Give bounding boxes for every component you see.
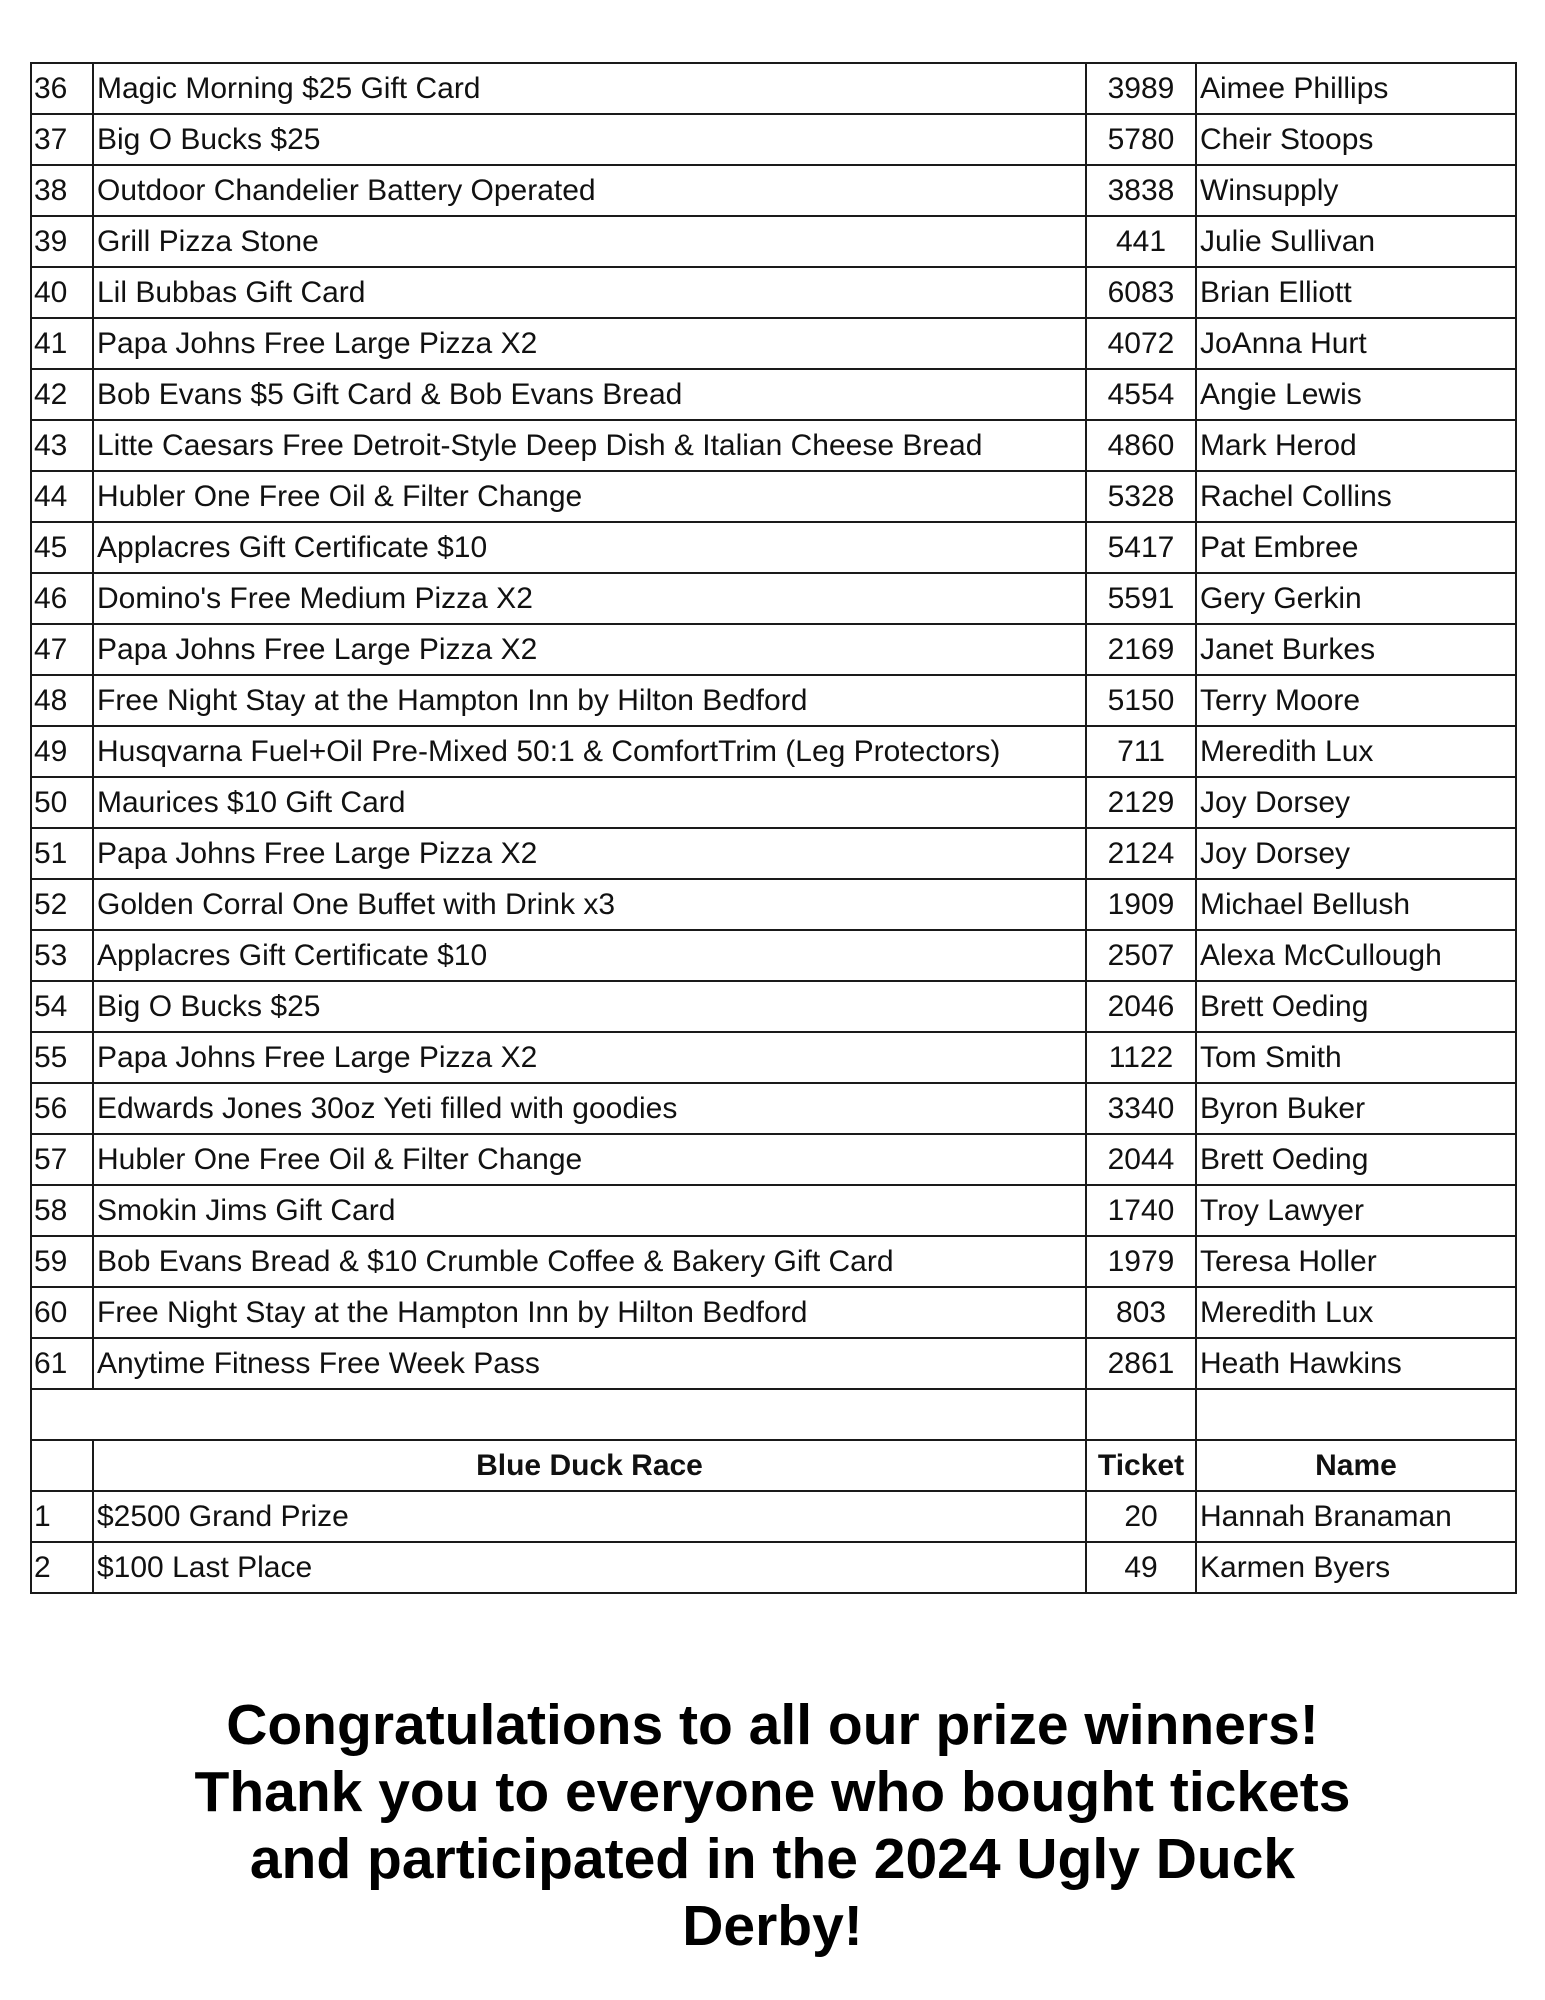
prize-cell: Golden Corral One Buffet with Drink x3 bbox=[93, 879, 1086, 930]
ticket-cell: 5150 bbox=[1086, 675, 1196, 726]
table-row bbox=[31, 165, 1516, 216]
winner-cell: Karmen Byers bbox=[1196, 1542, 1516, 1593]
row-number: 55 bbox=[31, 1032, 93, 1083]
prize-cell: Applacres Gift Certificate $10 bbox=[93, 522, 1086, 573]
ticket-cell: 20 bbox=[1086, 1491, 1196, 1542]
prize-cell: Husqvarna Fuel+Oil Pre-Mixed 50:1 & ComfortTrim (Leg Protectors) bbox=[93, 726, 1086, 777]
winner-cell: Heath Hawkins bbox=[1196, 1338, 1516, 1389]
prize-cell: Applacres Gift Certificate $10 bbox=[93, 930, 1086, 981]
ticket-cell: 3340 bbox=[1086, 1083, 1196, 1134]
blue-duck-title: Blue Duck Race bbox=[93, 1440, 1086, 1491]
blue-duck-section bbox=[31, 1440, 1516, 1593]
row-number: 41 bbox=[31, 318, 93, 369]
ticket-cell: 4860 bbox=[1086, 420, 1196, 471]
prize-cell: Free Night Stay at the Hampton Inn by Hilton Bedford bbox=[93, 675, 1086, 726]
winner-cell: Michael Bellush bbox=[1196, 879, 1516, 930]
table-row bbox=[31, 318, 1516, 369]
ticket-cell: 1979 bbox=[1086, 1236, 1196, 1287]
prize-cell: Bob Evans Bread & $10 Crumble Coffee & Bakery Gift Card bbox=[93, 1236, 1086, 1287]
prize-cell: Outdoor Chandelier Battery Operated bbox=[93, 165, 1086, 216]
winner-cell: Joy Dorsey bbox=[1196, 828, 1516, 879]
table-row bbox=[31, 1032, 1516, 1083]
table-row bbox=[31, 828, 1516, 879]
winner-cell: Julie Sullivan bbox=[1196, 216, 1516, 267]
footer-line: Congratulations to all our prize winners! bbox=[226, 1693, 1319, 1757]
winner-cell: Joy Dorsey bbox=[1196, 777, 1516, 828]
winner-cell: Meredith Lux bbox=[1196, 1287, 1516, 1338]
winner-cell: Cheir Stoops bbox=[1196, 114, 1516, 165]
congratulations-message bbox=[0, 1692, 1545, 1960]
row-number: 46 bbox=[31, 573, 93, 624]
prize-cell: Grill Pizza Stone bbox=[93, 216, 1086, 267]
ticket-cell: 2129 bbox=[1086, 777, 1196, 828]
ticket-cell: 5780 bbox=[1086, 114, 1196, 165]
row-number: 52 bbox=[31, 879, 93, 930]
winner-cell: Terry Moore bbox=[1196, 675, 1516, 726]
table-row bbox=[31, 114, 1516, 165]
winner-cell: JoAnna Hurt bbox=[1196, 318, 1516, 369]
table-row bbox=[31, 1134, 1516, 1185]
row-number: 47 bbox=[31, 624, 93, 675]
row-number: 43 bbox=[31, 420, 93, 471]
ticket-cell: 1909 bbox=[1086, 879, 1196, 930]
winner-cell: Mark Herod bbox=[1196, 420, 1516, 471]
table-row bbox=[31, 1185, 1516, 1236]
table-row bbox=[31, 369, 1516, 420]
table-row bbox=[31, 726, 1516, 777]
table-row bbox=[31, 63, 1516, 114]
prize-cell: Papa Johns Free Large Pizza X2 bbox=[93, 1032, 1086, 1083]
prize-cell: Papa Johns Free Large Pizza X2 bbox=[93, 318, 1086, 369]
table-row bbox=[31, 420, 1516, 471]
winner-cell: Angie Lewis bbox=[1196, 369, 1516, 420]
prize-cell: Maurices $10 Gift Card bbox=[93, 777, 1086, 828]
prize-cell: $100 Last Place bbox=[93, 1542, 1086, 1593]
prize-cell: Big O Bucks $25 bbox=[93, 981, 1086, 1032]
winner-cell: Brett Oeding bbox=[1196, 1134, 1516, 1185]
winner-cell: Gery Gerkin bbox=[1196, 573, 1516, 624]
row-number: 53 bbox=[31, 930, 93, 981]
ticket-cell: 5328 bbox=[1086, 471, 1196, 522]
winner-cell: Winsupply bbox=[1196, 165, 1516, 216]
winner-cell: Meredith Lux bbox=[1196, 726, 1516, 777]
ticket-cell: 3989 bbox=[1086, 63, 1196, 114]
ticket-cell: 2169 bbox=[1086, 624, 1196, 675]
table-row bbox=[31, 981, 1516, 1032]
table-row bbox=[31, 267, 1516, 318]
row-number: 38 bbox=[31, 165, 93, 216]
prize-winners-table bbox=[30, 62, 1517, 1594]
table-row bbox=[31, 216, 1516, 267]
row-number: 45 bbox=[31, 522, 93, 573]
winner-cell: Tom Smith bbox=[1196, 1032, 1516, 1083]
table-row bbox=[31, 1338, 1516, 1389]
ticket-cell: 2044 bbox=[1086, 1134, 1196, 1185]
table-row bbox=[31, 930, 1516, 981]
table-row bbox=[31, 1542, 1516, 1593]
row-number: 49 bbox=[31, 726, 93, 777]
table-row bbox=[31, 1287, 1516, 1338]
winner-cell: Brett Oeding bbox=[1196, 981, 1516, 1032]
ticket-cell: 2124 bbox=[1086, 828, 1196, 879]
row-number: 50 bbox=[31, 777, 93, 828]
row-number: 44 bbox=[31, 471, 93, 522]
prize-cell: Free Night Stay at the Hampton Inn by Hilton Bedford bbox=[93, 1287, 1086, 1338]
blank-cell bbox=[31, 1389, 1086, 1440]
prize-cell: Magic Morning $25 Gift Card bbox=[93, 63, 1086, 114]
footer-line: Thank you to everyone who bought tickets bbox=[194, 1760, 1351, 1824]
winner-cell: Aimee Phillips bbox=[1196, 63, 1516, 114]
name-header: Name bbox=[1196, 1440, 1516, 1491]
winner-cell: Byron Buker bbox=[1196, 1083, 1516, 1134]
blue-duck-header-row bbox=[31, 1440, 1516, 1491]
ticket-cell: 711 bbox=[1086, 726, 1196, 777]
ticket-cell: 2046 bbox=[1086, 981, 1196, 1032]
blank-cell bbox=[1196, 1389, 1516, 1440]
ticket-cell: 803 bbox=[1086, 1287, 1196, 1338]
ticket-cell: 49 bbox=[1086, 1542, 1196, 1593]
winner-cell: Janet Burkes bbox=[1196, 624, 1516, 675]
ticket-cell: 2507 bbox=[1086, 930, 1196, 981]
ticket-cell: 1740 bbox=[1086, 1185, 1196, 1236]
ticket-header: Ticket bbox=[1086, 1440, 1196, 1491]
row-number: 60 bbox=[31, 1287, 93, 1338]
table-row bbox=[31, 522, 1516, 573]
winner-cell: Brian Elliott bbox=[1196, 267, 1516, 318]
winner-cell: Hannah Branaman bbox=[1196, 1491, 1516, 1542]
prize-cell: Edwards Jones 30oz Yeti filled with goodies bbox=[93, 1083, 1086, 1134]
row-number: 42 bbox=[31, 369, 93, 420]
row-number: 58 bbox=[31, 1185, 93, 1236]
row-number: 40 bbox=[31, 267, 93, 318]
row-number: 59 bbox=[31, 1236, 93, 1287]
ticket-cell: 2861 bbox=[1086, 1338, 1196, 1389]
row-number: 37 bbox=[31, 114, 93, 165]
prize-cell: Litte Caesars Free Detroit-Style Deep Dish & Italian Cheese Bread bbox=[93, 420, 1086, 471]
ticket-cell: 3838 bbox=[1086, 165, 1196, 216]
ticket-cell: 1122 bbox=[1086, 1032, 1196, 1083]
prize-cell: Domino's Free Medium Pizza X2 bbox=[93, 573, 1086, 624]
table-row bbox=[31, 573, 1516, 624]
row-number: 56 bbox=[31, 1083, 93, 1134]
winner-cell: Alexa McCullough bbox=[1196, 930, 1516, 981]
prize-rows bbox=[31, 63, 1516, 1389]
prize-cell: $2500 Grand Prize bbox=[93, 1491, 1086, 1542]
prize-cell: Hubler One Free Oil & Filter Change bbox=[93, 1134, 1086, 1185]
prize-cell: Smokin Jims Gift Card bbox=[93, 1185, 1086, 1236]
ticket-cell: 5591 bbox=[1086, 573, 1196, 624]
row-number: 2 bbox=[31, 1542, 93, 1593]
ticket-cell: 4554 bbox=[1086, 369, 1196, 420]
table-row bbox=[31, 777, 1516, 828]
footer-line: Derby! bbox=[682, 1894, 863, 1958]
table-row bbox=[31, 1236, 1516, 1287]
row-number: 54 bbox=[31, 981, 93, 1032]
ticket-cell: 441 bbox=[1086, 216, 1196, 267]
winner-cell: Rachel Collins bbox=[1196, 471, 1516, 522]
ticket-cell: 5417 bbox=[1086, 522, 1196, 573]
table-row bbox=[31, 879, 1516, 930]
prize-cell: Anytime Fitness Free Week Pass bbox=[93, 1338, 1086, 1389]
winner-cell: Troy Lawyer bbox=[1196, 1185, 1516, 1236]
footer-line: and participated in the 2024 Ugly Duck bbox=[249, 1827, 1296, 1891]
blank-row bbox=[31, 1389, 1516, 1440]
table-row bbox=[31, 1083, 1516, 1134]
row-number: 61 bbox=[31, 1338, 93, 1389]
winner-cell: Pat Embree bbox=[1196, 522, 1516, 573]
ticket-cell: 6083 bbox=[1086, 267, 1196, 318]
prize-cell: Papa Johns Free Large Pizza X2 bbox=[93, 828, 1086, 879]
prize-cell: Bob Evans $5 Gift Card & Bob Evans Bread bbox=[93, 369, 1086, 420]
blank-cell bbox=[1086, 1389, 1196, 1440]
ticket-cell: 4072 bbox=[1086, 318, 1196, 369]
row-number: 36 bbox=[31, 63, 93, 114]
row-number: 1 bbox=[31, 1491, 93, 1542]
table-row bbox=[31, 624, 1516, 675]
winner-cell: Teresa Holler bbox=[1196, 1236, 1516, 1287]
row-number: 39 bbox=[31, 216, 93, 267]
table-row bbox=[31, 1491, 1516, 1542]
prize-cell: Papa Johns Free Large Pizza X2 bbox=[93, 624, 1086, 675]
prize-cell: Lil Bubbas Gift Card bbox=[93, 267, 1086, 318]
header-index-cell bbox=[31, 1440, 93, 1491]
prize-cell: Hubler One Free Oil & Filter Change bbox=[93, 471, 1086, 522]
row-number: 48 bbox=[31, 675, 93, 726]
prize-cell: Big O Bucks $25 bbox=[93, 114, 1086, 165]
row-number: 57 bbox=[31, 1134, 93, 1185]
blank-separator bbox=[31, 1389, 1516, 1440]
row-number: 51 bbox=[31, 828, 93, 879]
table-row bbox=[31, 471, 1516, 522]
table-row bbox=[31, 675, 1516, 726]
